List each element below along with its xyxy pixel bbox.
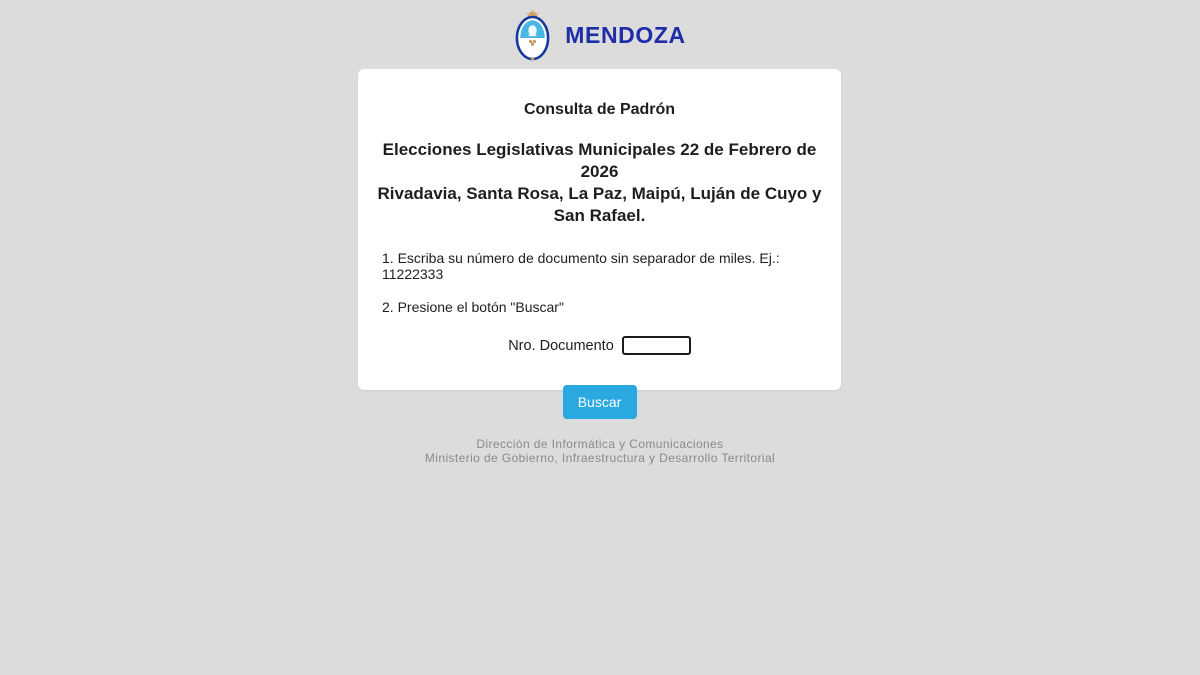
buscar-button[interactable]: Buscar: [563, 385, 637, 419]
consulta-padron-card: [358, 69, 841, 410]
footer-line-1: Dirección de Informática y Comunicaciones: [476, 437, 724, 451]
button-row: [358, 385, 841, 419]
document-number-label: Nro. Documento: [508, 337, 614, 354]
footer-line-2: Ministerio de Gobierno, Infraestructura y Desarrollo Territorial: [424, 451, 776, 465]
document-number-row: [358, 336, 841, 355]
card-title: Consulta de Padrón: [523, 101, 676, 118]
election-heading-line2: Rivadavia, Santa Rosa, La Paz, Maipú, Luján de Cuyo y San Rafael.: [377, 184, 822, 225]
election-heading-line1: Elecciones Legislativas Municipales 22 de Febrero de 2026: [382, 140, 817, 181]
document-number-input[interactable]: [622, 336, 691, 355]
instruction-step-1: 1. Escriba su número de documento sin separador de miles. Ej.: 11222333: [382, 250, 780, 282]
election-heading: [368, 139, 831, 227]
footer: [0, 437, 1200, 465]
brand-title: MENDOZA: [565, 21, 686, 48]
mendoza-coat-of-arms-icon: [514, 10, 551, 61]
instruction-step-2: 2. Presione el botón "Buscar": [382, 299, 564, 315]
header: [0, 8, 1200, 62]
